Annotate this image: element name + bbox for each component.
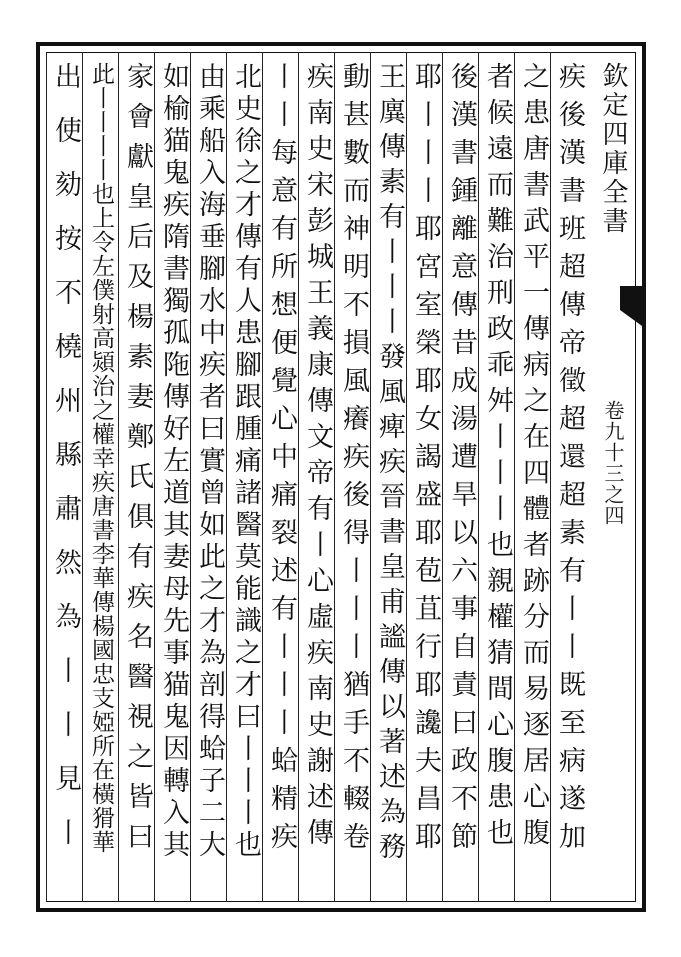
column-rule xyxy=(550,52,551,902)
column-rule xyxy=(226,52,227,902)
text-column: 丨丨每意有所想便覺心中痛裂述有丨丨丨蛤精疾 xyxy=(266,62,297,860)
text-column: 之患唐書武平一傳病之在四體者跡分而易逐居心腹 xyxy=(518,62,549,854)
column-rule xyxy=(46,52,47,902)
column-rule xyxy=(514,52,515,902)
text-column: 後漢書鍾離意傳昔成湯遭旱以六事自責曰政不節 xyxy=(446,62,477,860)
column-rule xyxy=(262,52,263,902)
column-rule xyxy=(334,52,335,902)
column-rule xyxy=(154,52,155,902)
column-rule xyxy=(82,52,83,902)
text-column: 動甚數而神明不損風癢疾後得丨丨丨猶手不輟卷 xyxy=(338,62,369,860)
text-column: 疾南史宋彭城王義康傳文帝有丨心虛疾南史謝述傳 xyxy=(302,62,333,854)
column-rule xyxy=(406,52,407,902)
text-column: 北史徐之才傳有人患腳跟腫痛諸醫莫能識之才曰丨丨丨也 xyxy=(230,62,261,862)
text-column: 疾後漢書班超傳帝徵超還超素有丨丨既至病遂加 xyxy=(554,62,585,860)
book-title-margin: 欽定四庫全書 xyxy=(598,62,628,236)
column-rule xyxy=(118,52,119,902)
text-column: 者候遠而難治刑政乖舛丨丨丨也親權猜間心腹患也 xyxy=(482,62,513,854)
juan-number-margin: 卷九十三之四 xyxy=(601,400,625,526)
column-rule xyxy=(190,52,191,902)
text-column: 耶丨丨丨耶宮室榮耶女謁盛耶苞苴行耶讒夫昌耶 xyxy=(410,62,441,860)
text-column: 出使劾按不橈州縣肅然為丨丨見丨 xyxy=(50,62,81,872)
text-column: 王廙傳素有丨丨丨發風痺疾晉書皇甫謐傳以著述為務 xyxy=(374,62,405,867)
column-rule xyxy=(478,52,479,902)
text-column: 如榆猫鬼疾隋書獨孤陁傳好左道其妻母先事猫鬼因轉入其 xyxy=(158,62,189,862)
text-column: 由乘船入海垂腳水中疾者曰實曾如此之才為剖得蛤子二大 xyxy=(194,62,225,862)
text-column: 此丨丨丨丨也上令左僕射高熲治之權幸疾唐書李華傳楊國忠支婭所在橫猾華 xyxy=(88,62,114,854)
column-rule xyxy=(370,52,371,902)
column-rule xyxy=(298,52,299,902)
column-rule xyxy=(442,52,443,902)
text-column: 家會獻皇后及楊素妻鄭氏俱有疾名醫視之皆曰 xyxy=(122,62,153,862)
